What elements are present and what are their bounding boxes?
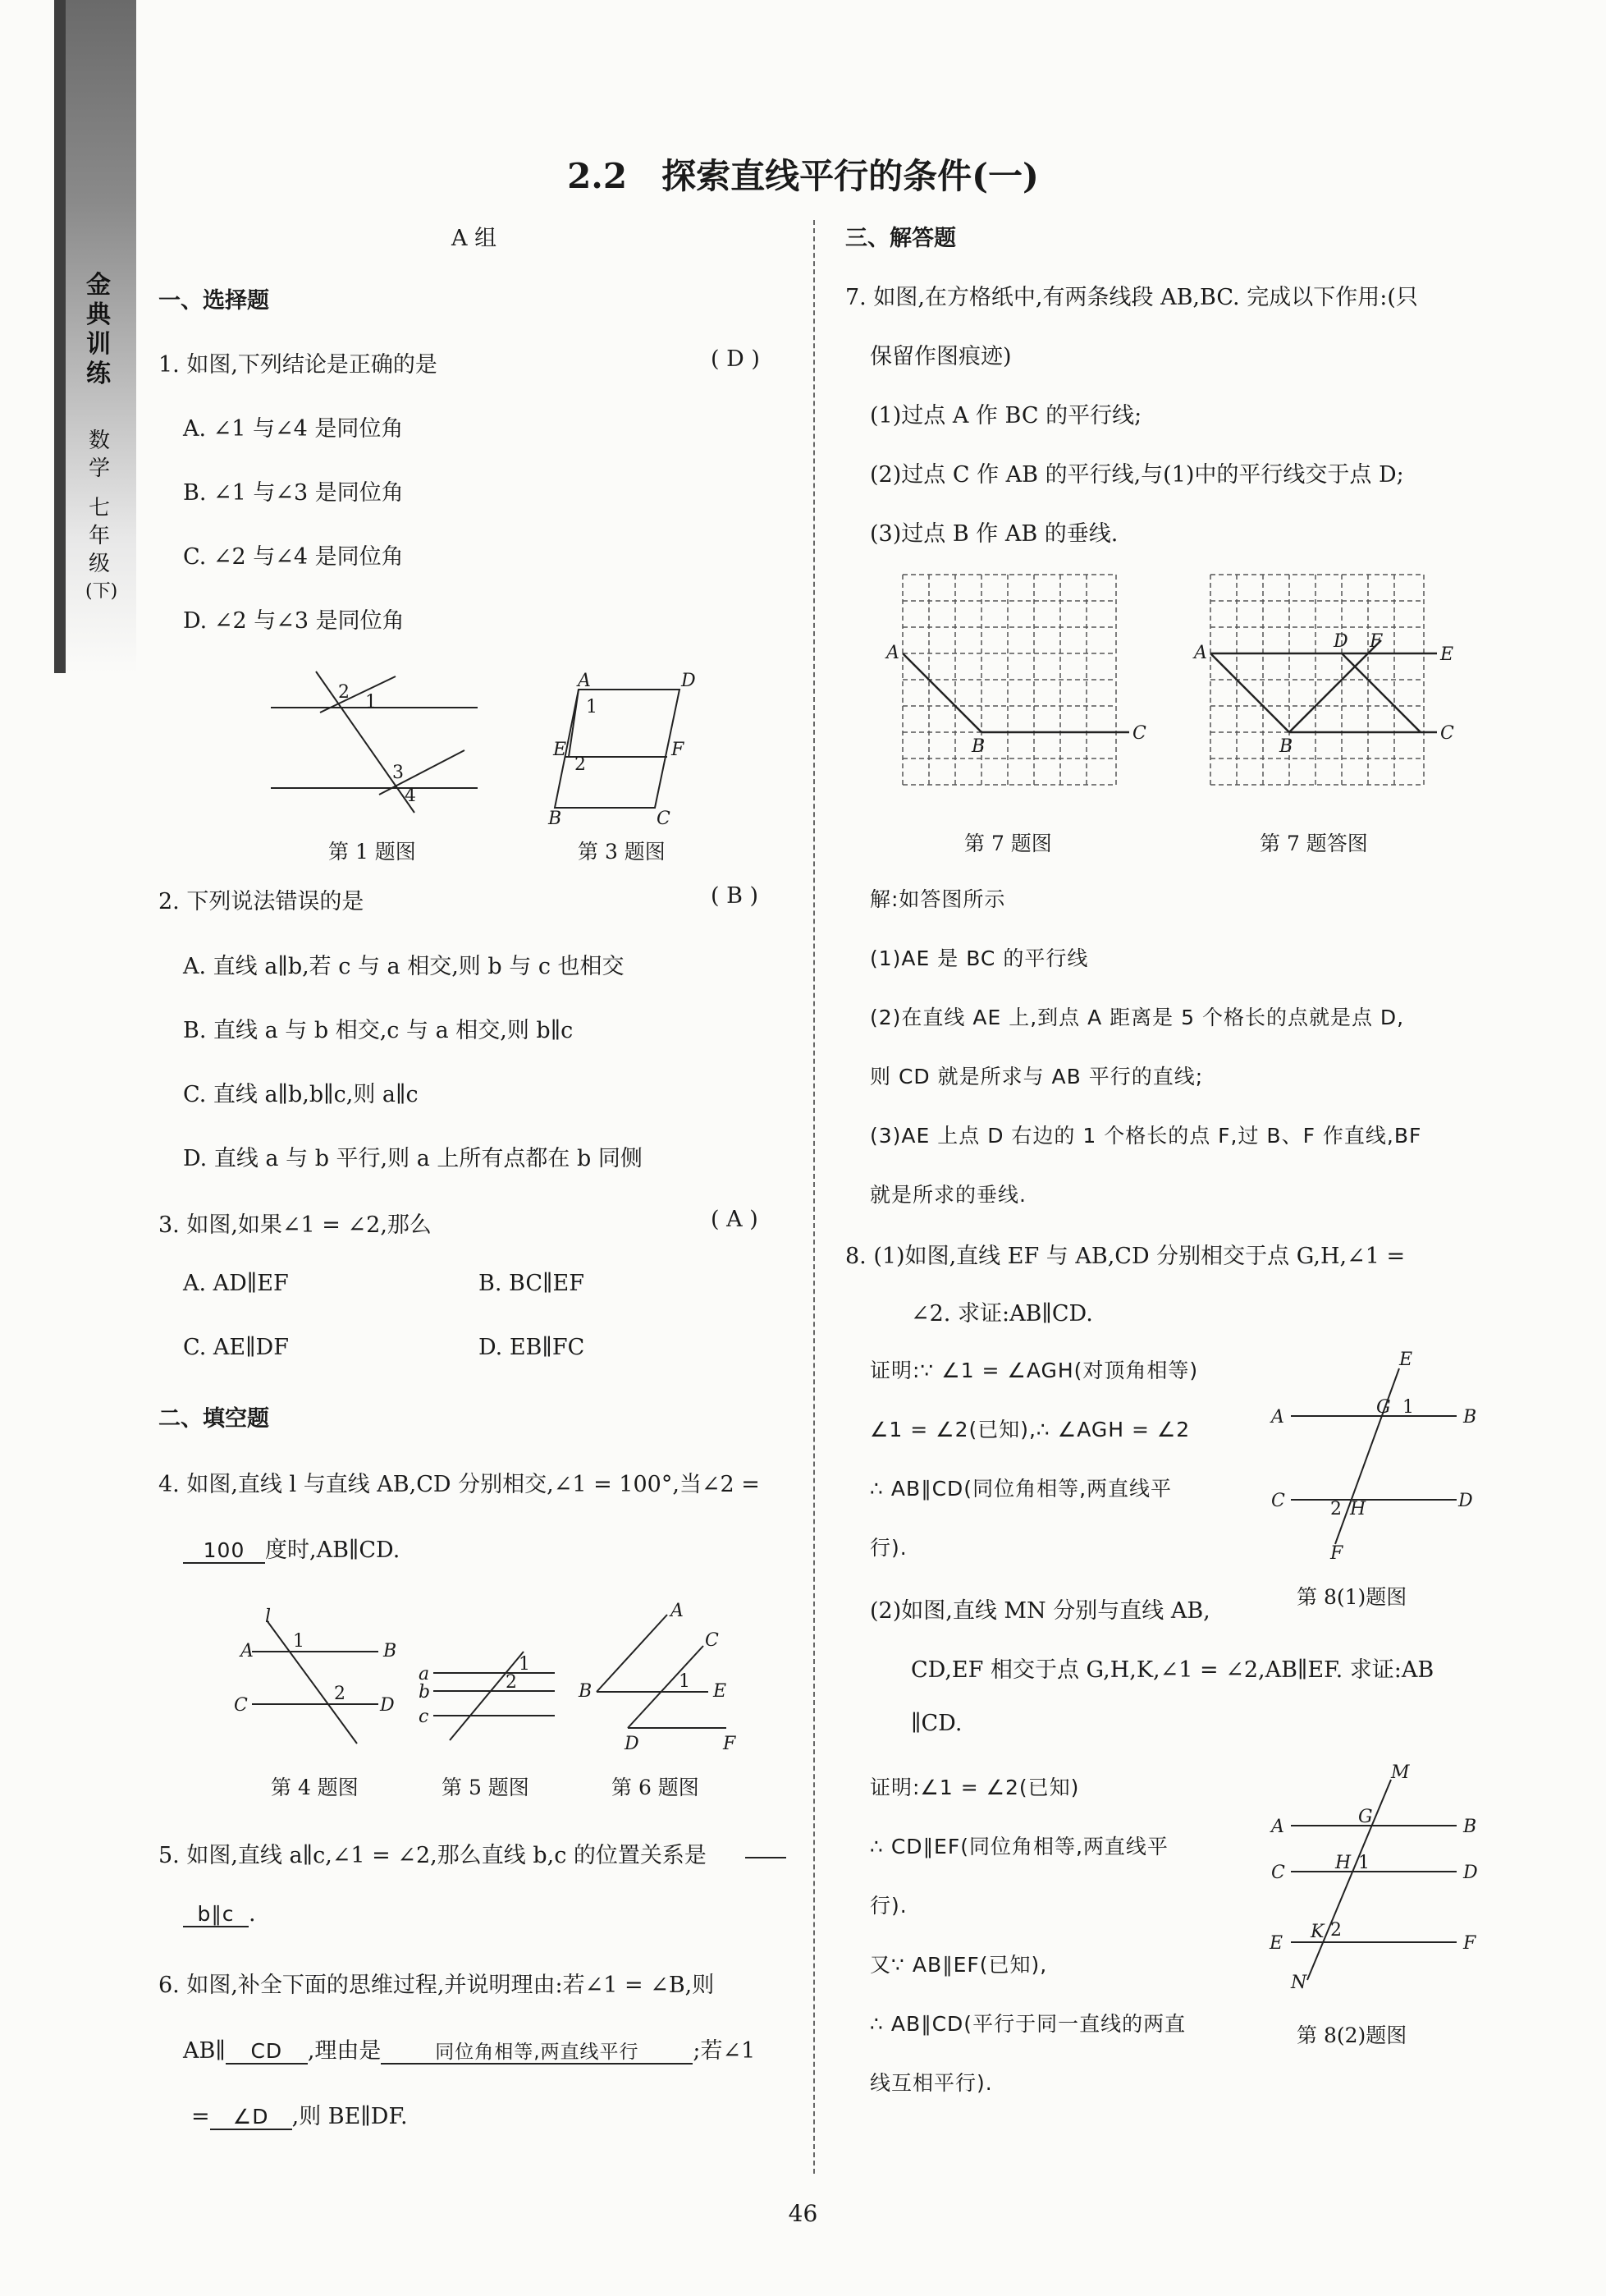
option: B. 直线 a 与 b 相交,c 与 a 相交,则 b∥c — [183, 1018, 574, 1043]
svg-text:C: C — [1132, 723, 1146, 744]
svg-text:1: 1 — [679, 1671, 690, 1692]
figure-caption: 第 3 题图 — [578, 840, 666, 864]
answer: ( B ) — [711, 883, 759, 909]
svg-text:c: c — [419, 1707, 429, 1727]
svg-text:2: 2 — [574, 754, 586, 775]
question-text: ∠2. 求证:AB∥CD. — [911, 1301, 1093, 1327]
svg-text:E: E — [553, 740, 567, 760]
svg-text:A: A — [240, 1641, 254, 1661]
option: C. ∠2 与∠4 是同位角 — [183, 544, 404, 570]
svg-text:A: A — [1271, 1407, 1284, 1428]
fill-line — [183, 2032, 755, 2065]
svg-text:H: H — [1350, 1499, 1366, 1519]
proof-line: ∴ CD∥EF(同位角相等,两直线平 — [870, 1835, 1169, 1858]
question-stem: 3. 如图,如果∠1 = ∠2,那么 — [158, 1212, 432, 1238]
svg-text:A: A — [1271, 1817, 1284, 1837]
fill-blank: 同位角相等,两直线平行 — [381, 2042, 693, 2065]
question-text: (2)如图,直线 MN 分别与直线 AB, — [870, 1598, 1210, 1624]
svg-text:2: 2 — [338, 682, 350, 703]
subject-char: 数 — [88, 428, 110, 453]
fill-blank-line — [745, 1857, 786, 1858]
svg-text:F: F — [1370, 631, 1383, 652]
fill-blank: CD — [226, 2040, 308, 2065]
proof-line: 线互相平行). — [870, 2071, 993, 2095]
fill-line — [183, 1901, 256, 1927]
figure-5 — [417, 1650, 565, 1748]
question-stem: 2. 下列说法错误的是 — [158, 889, 364, 914]
solution-line: 则 CD 就是所求与 AB 平行的直线; — [870, 1065, 1204, 1088]
option: B. BC∥EF — [478, 1271, 584, 1296]
svg-text:G: G — [1376, 1397, 1391, 1418]
svg-text:1: 1 — [1402, 1397, 1414, 1418]
question-text: 保留作图痕迹) — [870, 344, 1012, 369]
proof-line: ∴ AB∥CD(平行于同一直线的两直 — [870, 2012, 1187, 2036]
figure-caption: 第 4 题图 — [271, 1776, 359, 1799]
svg-text:D: D — [681, 671, 696, 691]
question-text: (3)过点 B 作 AB 的垂线. — [870, 521, 1119, 547]
figure-8-1 — [1268, 1350, 1481, 1564]
option: B. ∠1 与∠3 是同位角 — [183, 480, 404, 506]
fill-text: = — [191, 2104, 210, 2129]
proof-line: 证明:∠1 = ∠2(已知) — [870, 1776, 1080, 1799]
figure-caption: 第 1 题图 — [328, 840, 416, 864]
svg-text:K: K — [1311, 1922, 1325, 1942]
svg-text:3: 3 — [392, 763, 404, 783]
figure-7-answer-grid — [1194, 566, 1473, 804]
svg-text:B: B — [548, 809, 562, 829]
svg-text:l: l — [265, 1606, 272, 1627]
question-text: (2)过点 C 作 AB 的平行线,与(1)中的平行线交于点 D; — [870, 462, 1404, 488]
proof-line: ∴ AB∥CD(同位角相等,两直线平 — [870, 1477, 1173, 1501]
option: D. EB∥FC — [478, 1335, 585, 1360]
figure-4 — [234, 1606, 398, 1748]
option: D. ∠2 与∠3 是同位角 — [183, 608, 405, 634]
svg-text:A: A — [670, 1601, 684, 1621]
svg-text:A: A — [886, 643, 899, 663]
svg-text:2: 2 — [1330, 1920, 1342, 1941]
subject-char: 学 — [88, 456, 110, 481]
svg-text:B: B — [1463, 1407, 1477, 1428]
fill-blank: 100 — [183, 1539, 265, 1564]
svg-text:1: 1 — [1358, 1853, 1370, 1873]
page-number: 46 — [788, 2200, 818, 2227]
fill-text: . — [249, 1901, 256, 1927]
sidebar-brand — [82, 271, 115, 389]
figure-caption: 第 8(1)题图 — [1297, 1585, 1407, 1609]
fill-text: ,理由是 — [307, 2038, 382, 2064]
svg-text:E: E — [1270, 1933, 1283, 1954]
proof-line: 又∵ AB∥EF(已知), — [870, 1953, 1048, 1977]
svg-text:C: C — [1271, 1491, 1285, 1511]
svg-text:F: F — [671, 740, 684, 760]
question-stem: 4. 如图,直线 l 与直线 AB,CD 分别相交,∠1 = 100°,当∠2 = — [158, 1472, 760, 1497]
svg-text:D: D — [1463, 1863, 1478, 1883]
brand-char: 训 — [86, 330, 111, 359]
section-heading: 一、选择题 — [158, 288, 269, 314]
subject-char: 年 — [88, 524, 110, 548]
fill-text: ;若∠1 — [693, 2038, 756, 2064]
svg-text:C: C — [705, 1630, 719, 1651]
option: A. AD∥EF — [183, 1271, 289, 1296]
svg-text:2: 2 — [506, 1672, 517, 1693]
figure-caption: 第 8(2)题图 — [1297, 2023, 1407, 2047]
brand-char: 练 — [86, 360, 111, 388]
svg-text:B: B — [383, 1641, 397, 1661]
svg-text:D: D — [380, 1695, 395, 1716]
figure-caption: 第 6 题图 — [611, 1776, 699, 1799]
sidebar-subject — [85, 427, 118, 606]
svg-text:D: D — [1458, 1491, 1473, 1511]
brand-char: 典 — [86, 300, 111, 329]
solution-line: 解:如答图所示 — [870, 887, 1006, 911]
svg-text:1: 1 — [586, 697, 597, 717]
brand-char: 金 — [86, 271, 111, 300]
figure-1 — [271, 665, 484, 813]
svg-text:E: E — [1399, 1350, 1413, 1370]
svg-text:H: H — [1335, 1853, 1352, 1873]
question-text: ∥CD. — [911, 1711, 963, 1736]
section-heading: 二、填空题 — [158, 1406, 269, 1432]
fill-blank: b∥c — [183, 1903, 249, 1927]
svg-text:G: G — [1358, 1807, 1373, 1827]
svg-text:2: 2 — [1330, 1499, 1342, 1519]
answer: ( D ) — [711, 346, 760, 372]
column-divider — [813, 220, 815, 2174]
svg-text:C: C — [657, 809, 670, 829]
question-text: 8. (1)如图,直线 EF 与 AB,CD 分别相交于点 G,H,∠1 = — [845, 1244, 1406, 1269]
option: A. 直线 a∥b,若 c 与 a 相交,则 b 与 c 也相交 — [183, 954, 625, 979]
proof-line: 证明:∵ ∠1 = ∠AGH(对顶角相等) — [870, 1359, 1199, 1382]
svg-text:B: B — [579, 1681, 593, 1702]
svg-text:E: E — [1440, 644, 1454, 665]
figure-3 — [548, 671, 712, 829]
svg-text:B: B — [1463, 1817, 1477, 1837]
fill-line — [183, 1532, 400, 1564]
svg-text:1: 1 — [365, 692, 377, 713]
figure-7-grid — [886, 566, 1165, 804]
solution-line: (1)AE 是 BC 的平行线 — [870, 946, 1089, 970]
svg-text:B: B — [1279, 736, 1293, 757]
fill-text: 度时,AB∥CD. — [265, 1538, 400, 1563]
answer: ( A ) — [711, 1207, 758, 1232]
subject-char: 七 — [88, 496, 110, 520]
fill-blank: ∠D — [210, 2106, 292, 2130]
svg-text:F: F — [723, 1734, 736, 1754]
svg-text:C: C — [1440, 723, 1454, 744]
svg-text:M: M — [1391, 1762, 1410, 1783]
figure-caption: 第 7 题图 — [964, 832, 1052, 855]
option: C. 直线 a∥b,b∥c,则 a∥c — [183, 1082, 419, 1107]
subject-char: (下) — [85, 581, 118, 602]
question-text: CD,EF 相交于点 G,H,K,∠1 = ∠2,AB∥EF. 求证:AB — [911, 1657, 1434, 1683]
svg-text:F: F — [1463, 1933, 1476, 1954]
svg-text:B: B — [972, 736, 986, 757]
svg-text:A: A — [1194, 643, 1207, 663]
svg-text:F: F — [1330, 1543, 1343, 1564]
svg-text:b: b — [419, 1682, 431, 1703]
option: A. ∠1 与∠4 是同位角 — [183, 416, 404, 442]
svg-text:2: 2 — [334, 1684, 345, 1704]
section-heading: 三、解答题 — [845, 226, 956, 251]
question-text: 7. 如图,在方格纸中,有两条线段 AB,BC. 完成以下作用:(只 — [845, 285, 1418, 310]
svg-text:4: 4 — [405, 786, 416, 806]
svg-text:1: 1 — [293, 1631, 304, 1652]
question-stem: 1. 如图,下列结论是正确的是 — [158, 352, 437, 378]
option: D. 直线 a 与 b 平行,则 a 上所有点都在 b 同侧 — [183, 1146, 643, 1171]
question-text: (1)过点 A 作 BC 的平行线; — [870, 403, 1142, 428]
fill-line — [191, 2098, 408, 2130]
svg-text:1: 1 — [519, 1654, 530, 1675]
svg-text:N: N — [1291, 1973, 1307, 1993]
solution-line: (3)AE 上点 D 右边的 1 个格长的点 F,过 B、F 作直线,BF — [870, 1124, 1422, 1148]
figure-caption: 第 5 题图 — [442, 1776, 529, 1799]
subject-char: 级 — [88, 552, 110, 576]
svg-text:D: D — [1334, 631, 1348, 652]
solution-line: (2)在直线 AE 上,到点 A 距离是 5 个格长的点就是点 D, — [870, 1006, 1405, 1029]
svg-text:E: E — [713, 1681, 727, 1702]
figure-6 — [579, 1597, 751, 1753]
fill-text: ,则 BE∥DF. — [291, 2104, 408, 2129]
option: C. AE∥DF — [183, 1335, 289, 1360]
question-stem: 6. 如图,补全下面的思维过程,并说明理由:若∠1 = ∠B,则 — [158, 1973, 715, 1998]
proof-line: 行). — [870, 1894, 908, 1918]
group-label: A 组 — [451, 226, 497, 251]
page-title: 2.2 探索直线平行的条件(一) — [567, 156, 1039, 196]
sidebar-band — [54, 0, 66, 673]
question-stem: 5. 如图,直线 a∥c,∠1 = ∠2,那么直线 b,c 的位置关系是 — [158, 1843, 707, 1868]
svg-text:D: D — [625, 1734, 639, 1754]
figure-8-2 — [1268, 1757, 1481, 1995]
svg-text:C: C — [1271, 1863, 1285, 1883]
fill-text: AB∥ — [183, 2038, 226, 2064]
figure-caption: 第 7 题答图 — [1260, 832, 1368, 855]
svg-text:a: a — [419, 1664, 430, 1684]
svg-text:A: A — [578, 671, 591, 691]
solution-line: 就是所求的垂线. — [870, 1183, 1027, 1207]
svg-text:C: C — [234, 1695, 248, 1716]
proof-line: 行). — [870, 1536, 908, 1560]
proof-line: ∠1 = ∠2(已知),∴ ∠AGH = ∠2 — [870, 1418, 1191, 1441]
